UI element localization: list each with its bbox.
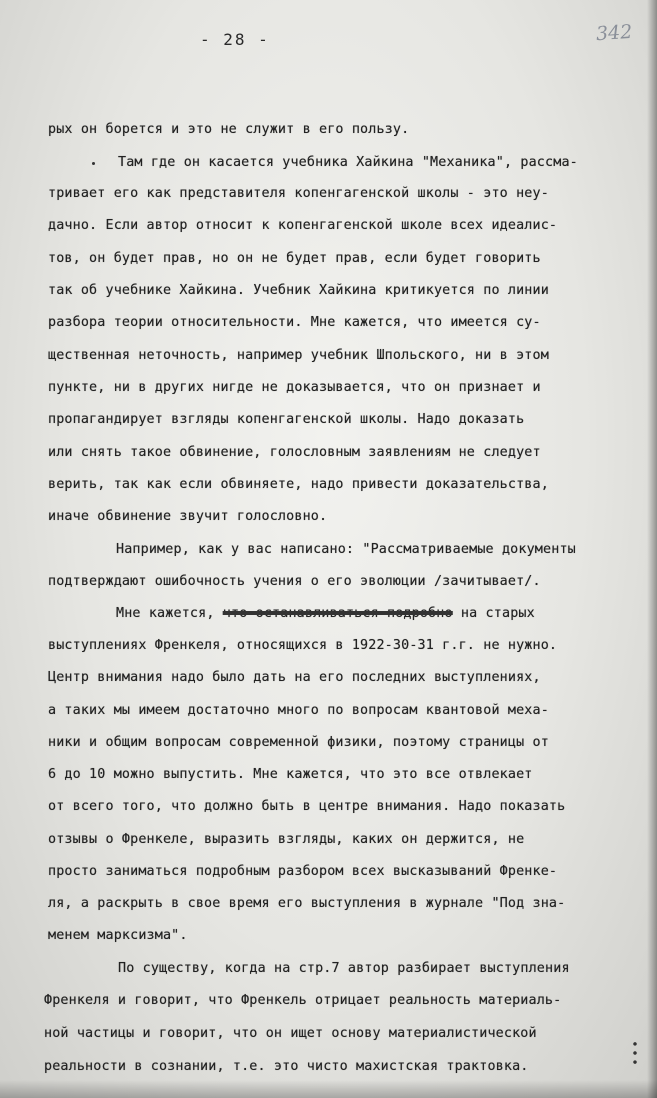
text-line: дачно. Если автор относит к копенгагенской школе всех идеалис-: [48, 218, 558, 233]
text-line: так об учебнике Хайкина. Учебник Хайкина критикуется по линии: [48, 283, 549, 298]
text-line: а таких мы имеем достаточно много по вопросам квантовой меха-: [48, 703, 549, 718]
text-line: Френкеля и говорит, что Френкель отрицает реальность материаль-: [44, 993, 562, 1008]
text-line: пункте, ни в других нигде не доказывается, что он признает и: [48, 380, 541, 395]
text-line: менем марксизма".: [48, 928, 188, 943]
text-line: иначе обвинение звучит голословно.: [48, 509, 328, 524]
text-line: просто заниматься подробным разбором всех высказываний Френке-: [48, 864, 558, 879]
text-line: тривает его как представителя копенгагенской школы - это неу-: [48, 186, 549, 201]
text-line: разбора теории относительности. Мне кажется, что имеется су-: [48, 315, 541, 330]
text-line: Там где он касается учебника Хайкина "Механика", рассма-: [118, 155, 578, 170]
struck-text: что останавливаться подробно: [222, 606, 453, 621]
text-line: [116, 606, 535, 622]
text-line: Центр внимания надо было дать на его последних выступлениях,: [48, 670, 541, 685]
text-line: или снять такое обвинение, голословным заявлениям не следует: [48, 445, 541, 460]
text-line: подтверждают ошибочность учения о его эволюции /зачитывает/.: [48, 574, 541, 589]
margin-dot: [92, 162, 95, 165]
text-line: щественная неточность, например учебник Шпольского, ни в этом: [48, 348, 549, 363]
text-line: пропагандирует взгляды копенгагенской школы. Надо доказать: [48, 412, 525, 427]
text-line: верить, так как если обвиняете, надо привести доказательства,: [48, 477, 549, 492]
text-line: ной частицы и говорит, что он ищет основу материалистической: [44, 1026, 537, 1041]
text-segment: на старых: [460, 606, 535, 621]
page-edge-shadow: [647, 0, 657, 1098]
text-segment: Мне кажется,: [116, 606, 215, 621]
text-line: По существу, когда на стр.7 автор разбирает выступления: [118, 961, 570, 976]
text-line: от всего того, что должно быть в центре внимания. Надо показать: [48, 799, 566, 814]
text-line: отзывы о Френкеле, выразить взгляды, каких он держится, не: [48, 832, 525, 847]
page-number: - 28 -: [200, 30, 270, 49]
text-line: тов, он будет прав, но он не будет прав, если будет говорить: [48, 251, 541, 266]
archive-number: 342: [595, 20, 633, 46]
text-line: ля, а раскрыть в свое время его выступления в журнале "Под зна-: [48, 896, 566, 911]
page-bottom-shadow: [0, 1080, 657, 1098]
text-line: 6 до 10 можно выпустить. Мне кажется, что это все отвлекает: [48, 767, 533, 782]
text-line: Например, как у вас написано: "Рассматриваемые документы: [116, 542, 576, 557]
text-line: выступлениях Френкеля, относящихся в 1922-30-31 г.г. не нужно.: [48, 638, 558, 653]
text-line: ники и общим вопросам современной физики, поэтому страницы от: [48, 735, 549, 750]
margin-mark: [631, 1040, 639, 1066]
text-line: рых он борется и это не служит в его пользу.: [48, 122, 410, 137]
text-line: реальности в сознании, т.е. это чисто махистская трактовка.: [44, 1059, 529, 1074]
